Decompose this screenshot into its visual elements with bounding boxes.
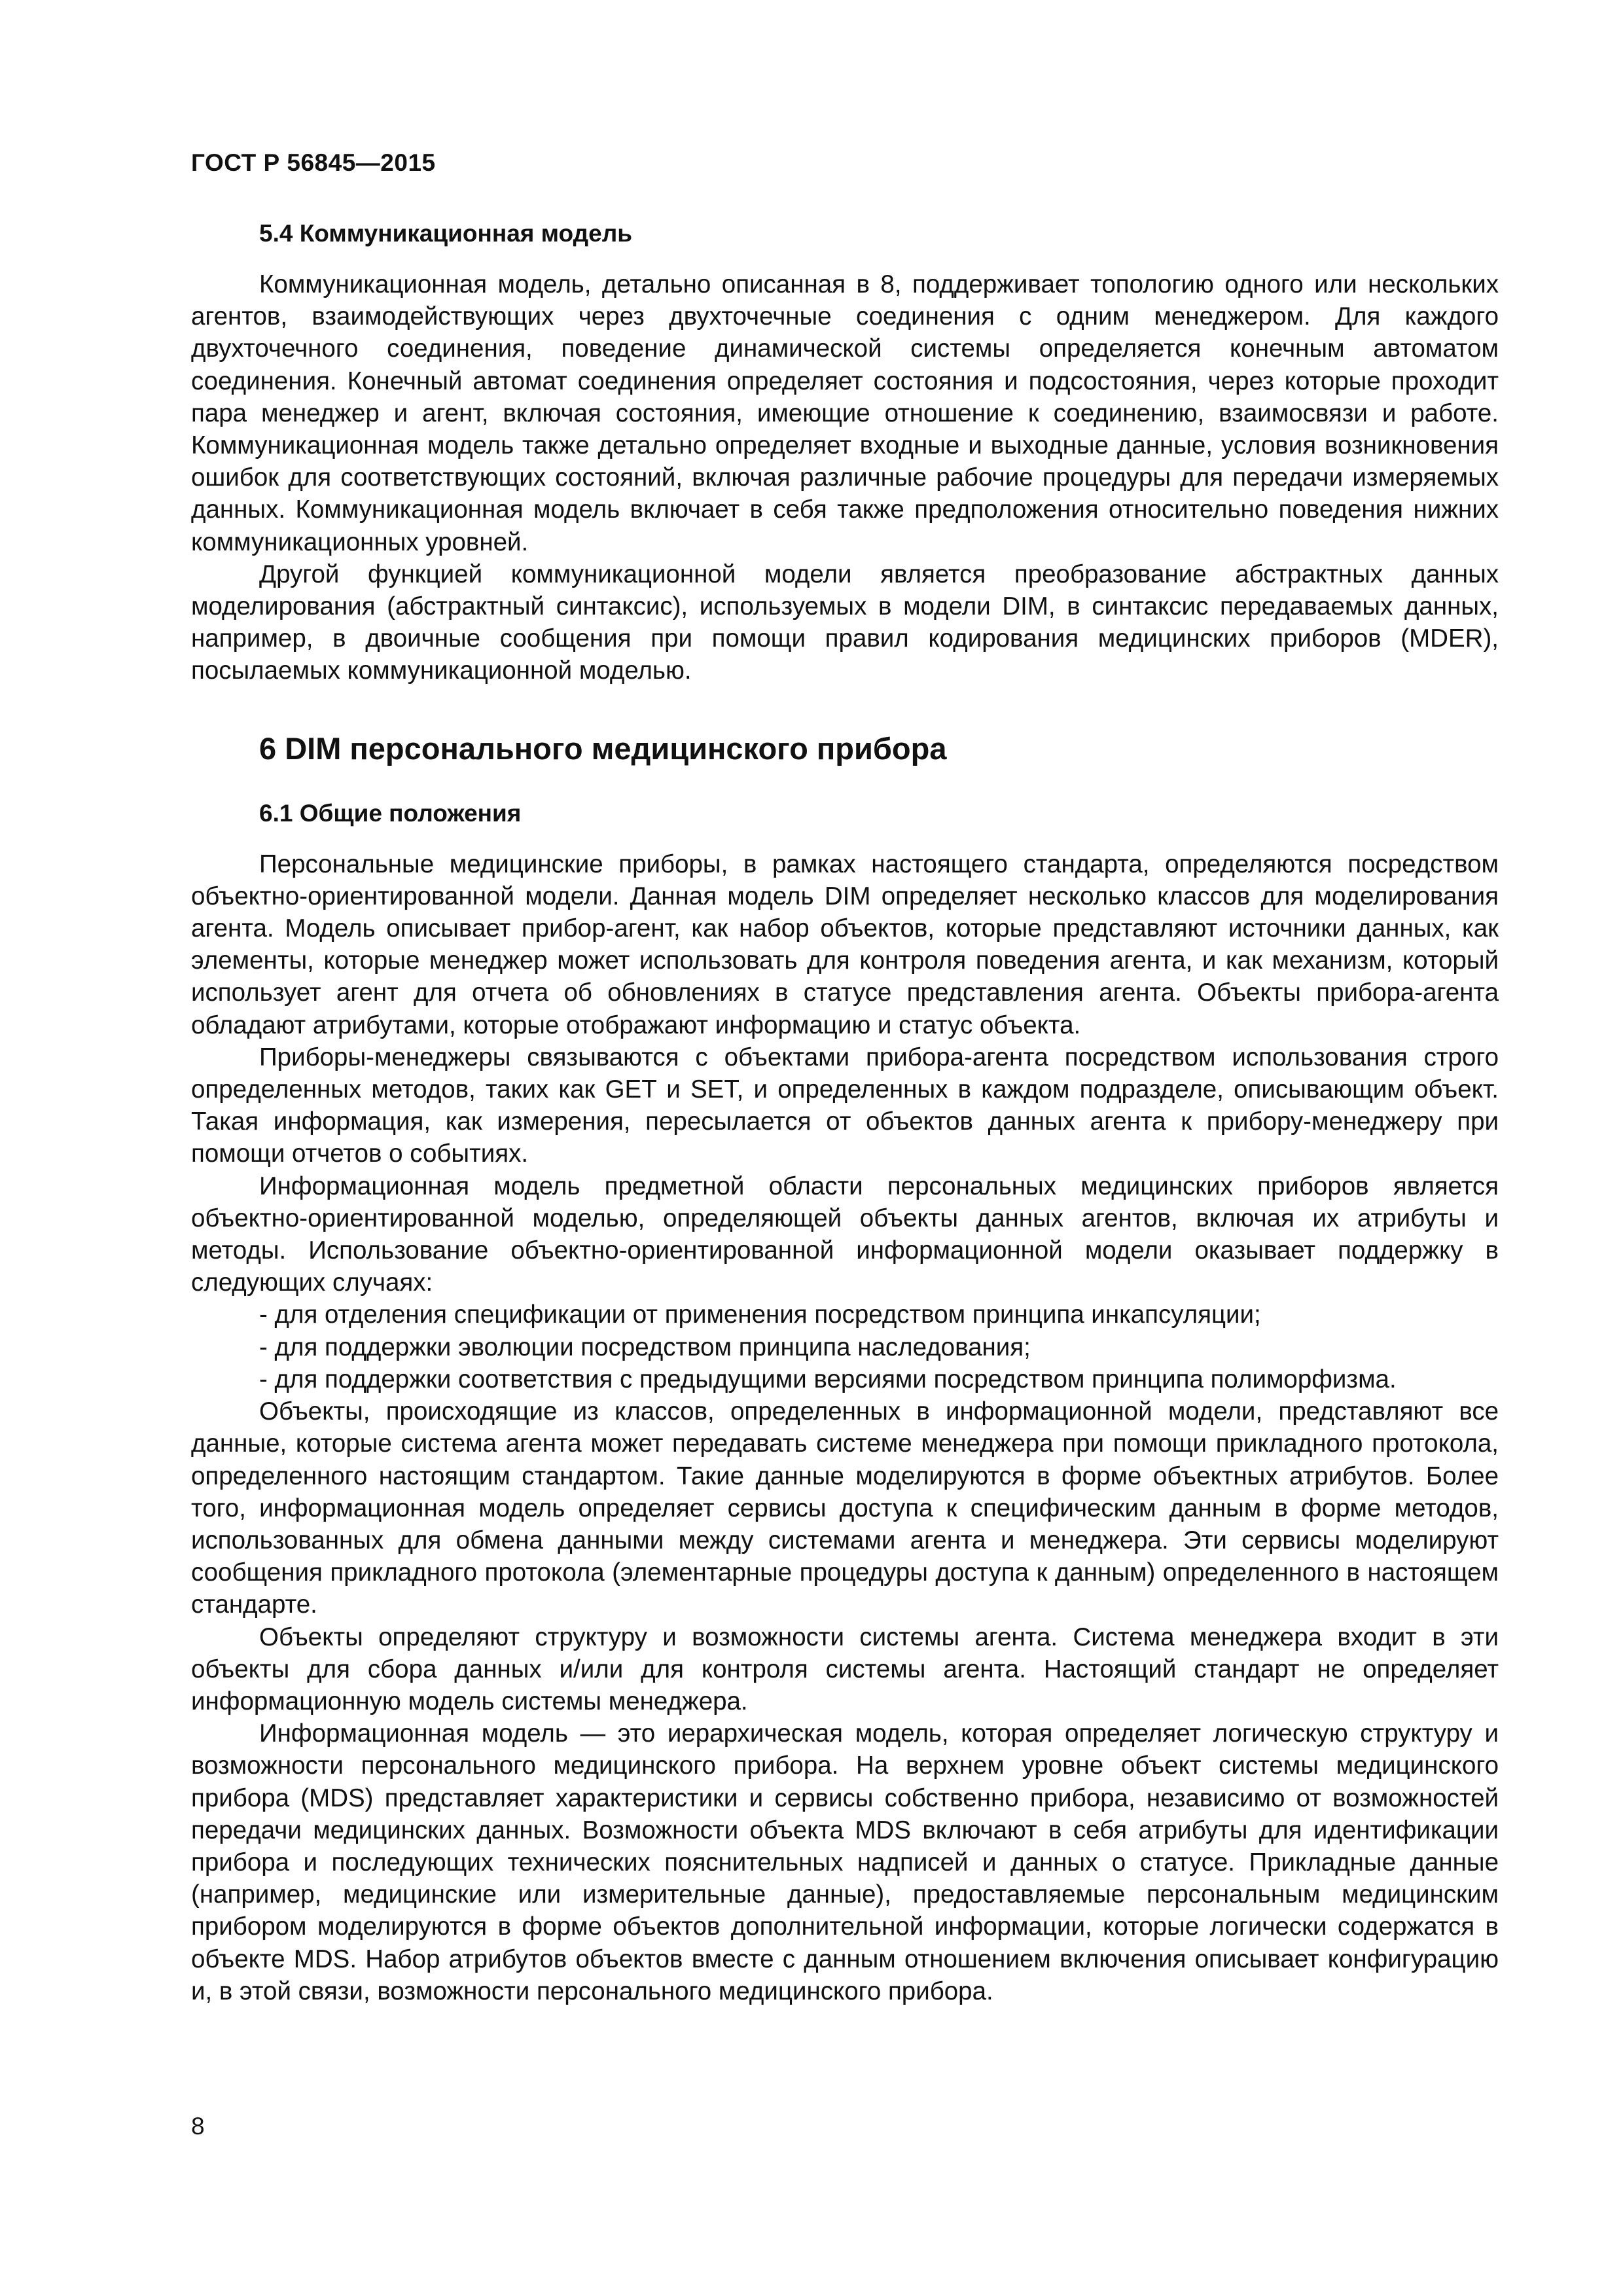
page-number: 8 bbox=[191, 2113, 205, 2140]
paragraph: Коммуникационная модель, детально описанная в 8, поддерживает топологию одного или нескольких агентов, взаимодействующих через двухточечные соединения с одним менеджером. Для каждого двухточечного соединения, поведение динамической системы определяется конечным автоматом соединения. Конечный автомат соединения определяет состояния и подсостояния, через которые проходит пара менеджер и агент, включая состояния, имеющие отношение к соединению, взаимосвязи и работе. Коммуникационная модель также детально определяет входные и выходные данные, условия возникновения ошибок для соответствующих состояний, включая различные рабочие процедуры для передачи измеряемых данных. Коммуникационная модель включает в себя также предположения относительно поведения нижних коммуникационных уровней. bbox=[191, 270, 1499, 556]
paragraph: Информационная модель — это иерархическая модель, которая определяет логическую структуру и возможности персонального медицинского прибора. На верхнем уровне объект системы медицинского прибора (MDS) представляет характеристики и сервисы собственно прибора, независимо от возможностей передачи медицинских данных. Возможности объекта MDS включают в себя атрибуты для идентификации прибора и последующих технических пояснительных надписей и данных о статусе. Прикладные данные (например, медицинские или измерительные данные), предоставляемые персональным медицинским прибором моделируются в форме объектов дополнительной информации, которые логически содержатся в объекте MDS. Набор атрибутов объектов вместе с данным отношением включения описывает конфигурацию и, в этой связи, возможности персонального медицинского прибора. bbox=[191, 1719, 1499, 2005]
document-code-header: ГОСТ Р 56845—2015 bbox=[191, 149, 436, 176]
paragraph: Объекты, происходящие из классов, определенных в информационной модели, представляют все данные, которые система агента может передавать системе менеджера при помощи прикладного протокола, определенного настоящим стандартом. Такие данные моделируются в форме объектных атрибутов. Более того, информационная модель определяет сервисы доступа к специфическим данным в форме методов, использованных для обмена данными между системами агента и менеджера. Эти сервисы моделируют сообщения прикладного протокола (элементарные процедуры доступа к данным) определенного в настоящем стандарте. bbox=[191, 1397, 1499, 1619]
paragraph: Другой функцией коммуникационной модели является преобразование абстрактных данных моделирования (абстрактный синтаксис), используемых в модели DIM, в синтаксис передаваемых данных, например, в двоичные сообщения при помощи правил кодирования медицинских приборов (MDER), посылаемых коммуникационной моделью. bbox=[191, 560, 1499, 685]
paragraph: Объекты определяют структуру и возможности системы агента. Система менеджера входит в эти объекты для сбора данных и/или для контроля системы агента. Настоящий стандарт не определяет информационную модель системы менеджера. bbox=[191, 1623, 1499, 1715]
section-6-heading: 6 DIM персонального медицинского прибора bbox=[259, 730, 947, 766]
page-content bbox=[191, 216, 1499, 2007]
paragraph: Приборы-менеджеры связываются с объектами прибора-агента посредством использования строго определенных методов, таких как GET и SET, и определенных в каждом подразделе, описывающим объект. Такая информация, как измерения, пересылается от объектов данных агента к прибору-менеджеру при помощи отчетов о событиях. bbox=[191, 1043, 1499, 1168]
list-item: - для поддержки соответствия с предыдущими версиями посредством принципа полиморфизма. bbox=[259, 1365, 1397, 1393]
list-item: - для отделения спецификации от применения посредством принципа инкапсуляции; bbox=[259, 1300, 1261, 1329]
section-6-1-heading: 6.1 Общие положения bbox=[259, 799, 522, 827]
paragraph: Персональные медицинские приборы, в рамках настоящего стандарта, определяются посредством объектно-ориентированной модели. Данная модель DIM определяет несколько классов для моделирования агента. Модель описывает прибор-агент, как набор объектов, которые представляют источники данных, как элементы, которые менеджер может использовать для контроля поведения агента, и как механизм, который использует агент для отчета об обновлениях в статусе представления агента. Объекты прибора-агента обладают атрибутами, которые отображают информацию и статус объекта. bbox=[191, 850, 1499, 1039]
section-5-4-heading: 5.4 Коммуникационная модель bbox=[259, 220, 632, 247]
list-item: - для поддержки эволюции посредством принципа наследования; bbox=[259, 1333, 1031, 1361]
paragraph: Информационная модель предметной области персональных медицинских приборов является объектно-ориентированной моделью, определяющей объекты данных агентов, включая их атрибуты и методы. Использование объектно-ориентированной информационной модели оказывает поддержку в следующих случаях: bbox=[191, 1172, 1499, 1297]
